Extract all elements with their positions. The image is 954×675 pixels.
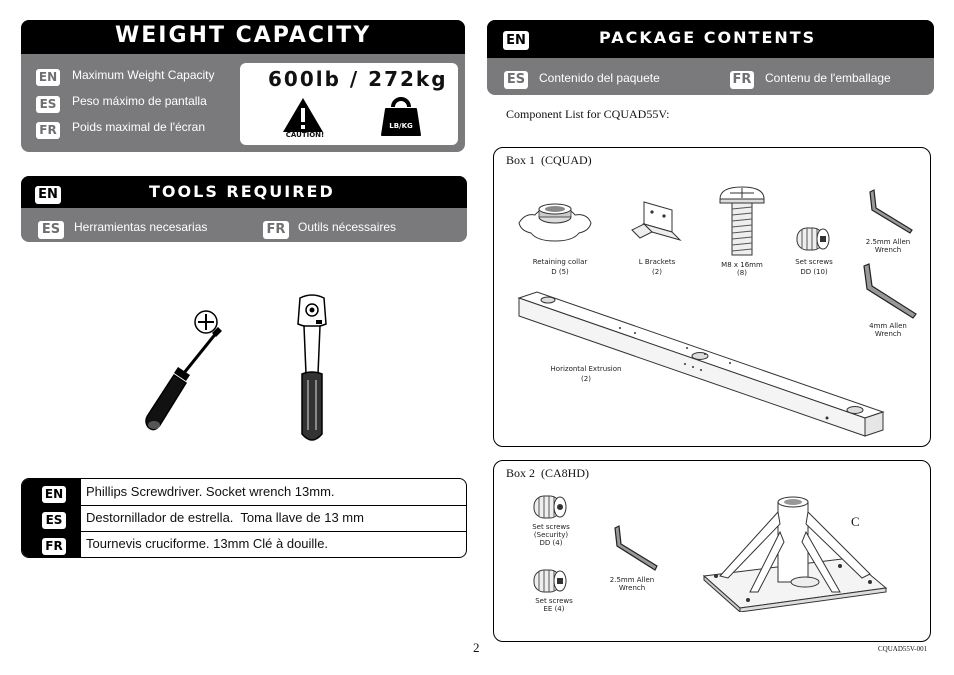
allen-wrench-box2-icon xyxy=(609,524,661,572)
set-screw-icon xyxy=(793,222,831,254)
document-code: CQUAD55V-001 xyxy=(878,645,928,653)
weight-capacity-title: WEIGHT CAPACITY xyxy=(115,23,372,48)
lang-badge-es: ES xyxy=(36,96,60,113)
socket-wrench-icon xyxy=(292,294,332,446)
tools-list-row-fr-text: Tournevis cruciforme. 13mm Clé à douille. xyxy=(86,536,329,551)
tools-title: TOOLS REQUIRED xyxy=(149,182,335,201)
weight-kettlebell-icon xyxy=(380,95,422,139)
package-fr-badge-wrap xyxy=(730,68,754,89)
weight-icon-label: LB/KG xyxy=(389,122,413,130)
tools-list-row-fr xyxy=(42,535,66,555)
lang-badge-fr: FR xyxy=(730,71,754,89)
weight-capacity-header xyxy=(21,20,465,54)
tools-list-row-es xyxy=(42,509,66,529)
package-es-text: Contenido del paquete xyxy=(539,71,660,85)
security-set-screw-icon xyxy=(530,490,570,522)
set-screws-ee-name: Set screws xyxy=(535,597,573,605)
weight-row-fr xyxy=(36,119,60,139)
lang-badge-en: EN xyxy=(503,31,529,50)
security-screws-line2: (Security) xyxy=(533,531,569,539)
package-lang-en xyxy=(503,29,529,50)
retaining-collar-qty: D (5) xyxy=(551,268,569,276)
caution-icon xyxy=(280,96,326,136)
lang-badge-fr: FR xyxy=(263,221,289,239)
tools-es-text: Herramientas necesarias xyxy=(74,220,208,234)
weight-value-panel xyxy=(240,63,458,145)
tools-list-divider-2 xyxy=(81,531,466,532)
box-2-title: Box 2 (CA8HD) xyxy=(506,466,589,480)
set-screws-ee-qty: EE (4) xyxy=(543,605,565,613)
lang-badge-es: ES xyxy=(504,71,528,89)
page-number: 2 xyxy=(473,640,480,655)
lang-badge-en: EN xyxy=(35,186,61,204)
allen-box2-qty: Wrench xyxy=(618,584,646,592)
lang-badge-fr: FR xyxy=(36,122,60,139)
tools-list-row-en xyxy=(42,483,66,503)
tools-lang-en xyxy=(35,183,61,204)
lang-badge-en: EN xyxy=(36,69,60,86)
tools-header xyxy=(21,176,467,208)
extrusion-qty: (2) xyxy=(581,375,591,383)
l-brackets-name: L Brackets xyxy=(638,258,676,266)
tools-list-row-en-text: Phillips Screwdriver. Socket wrench 13mm. xyxy=(86,484,335,499)
tools-fr-text: Outils nécessaires xyxy=(298,220,397,234)
screwdriver-icon xyxy=(140,305,230,435)
security-screws-line1: Set screws xyxy=(532,523,570,531)
bolt-qty: (8) xyxy=(737,269,747,277)
set-screws-qty: DD (10) xyxy=(800,268,828,276)
weight-row-en-text: Maximum Weight Capacity xyxy=(72,68,215,82)
allen-wrench-25-icon xyxy=(864,188,916,234)
weight-row-en xyxy=(36,66,60,86)
weight-row-es xyxy=(36,93,60,113)
package-header xyxy=(487,20,934,58)
allen-4-qty: Wrench xyxy=(874,330,902,338)
allen-4-name: 4mm Allen xyxy=(869,322,907,330)
callout-c: C xyxy=(851,514,860,529)
tools-list-row-es-text: Destornillador de estrella. Toma llave de 13 mm xyxy=(86,510,364,525)
caution-label: CAUTION! xyxy=(285,131,325,139)
allen-box2-name: 2.5mm Allen xyxy=(609,576,655,584)
allen-25-qty: Wrench xyxy=(874,246,902,254)
package-fr-text: Contenu de l'emballage xyxy=(765,71,891,85)
lang-badge-en: EN xyxy=(42,486,66,503)
lang-badge-es: ES xyxy=(42,512,66,529)
tools-es-badge-wrap xyxy=(38,218,64,239)
extrusion-name: Horizontal Extrusion xyxy=(550,365,622,373)
box-1-title: Box 1 (CQUAD) xyxy=(506,153,592,167)
l-brackets-qty: (2) xyxy=(652,268,662,276)
allen-25-name: 2.5mm Allen xyxy=(865,238,911,246)
retaining-collar-icon xyxy=(515,197,595,247)
weight-row-es-text: Peso máximo de pantalla xyxy=(72,94,207,108)
ceiling-adapter-icon xyxy=(700,492,890,612)
tools-list-divider-1 xyxy=(81,505,466,506)
retaining-collar-name: Retaining collar xyxy=(532,258,588,266)
lang-badge-fr: FR xyxy=(42,538,66,555)
tools-fr-badge-wrap xyxy=(263,218,289,239)
set-screws-name: Set screws xyxy=(795,258,833,266)
weight-row-fr-text: Poids maximal de l'écran xyxy=(72,120,206,134)
lang-badge-es: ES xyxy=(38,221,64,239)
bolt-name: M8 x 16mm xyxy=(721,261,763,269)
bolt-icon xyxy=(716,185,768,259)
security-screws-qty: DD (4) xyxy=(539,539,563,547)
component-list-title: Component List for CQUAD55V: xyxy=(506,107,670,121)
set-screw-ee-icon xyxy=(530,564,570,596)
package-title: PACKAGE CONTENTS xyxy=(599,28,817,47)
l-bracket-icon xyxy=(628,200,686,244)
package-es-badge-wrap xyxy=(504,68,528,89)
weight-value: 600lb / 272kg xyxy=(268,67,448,91)
